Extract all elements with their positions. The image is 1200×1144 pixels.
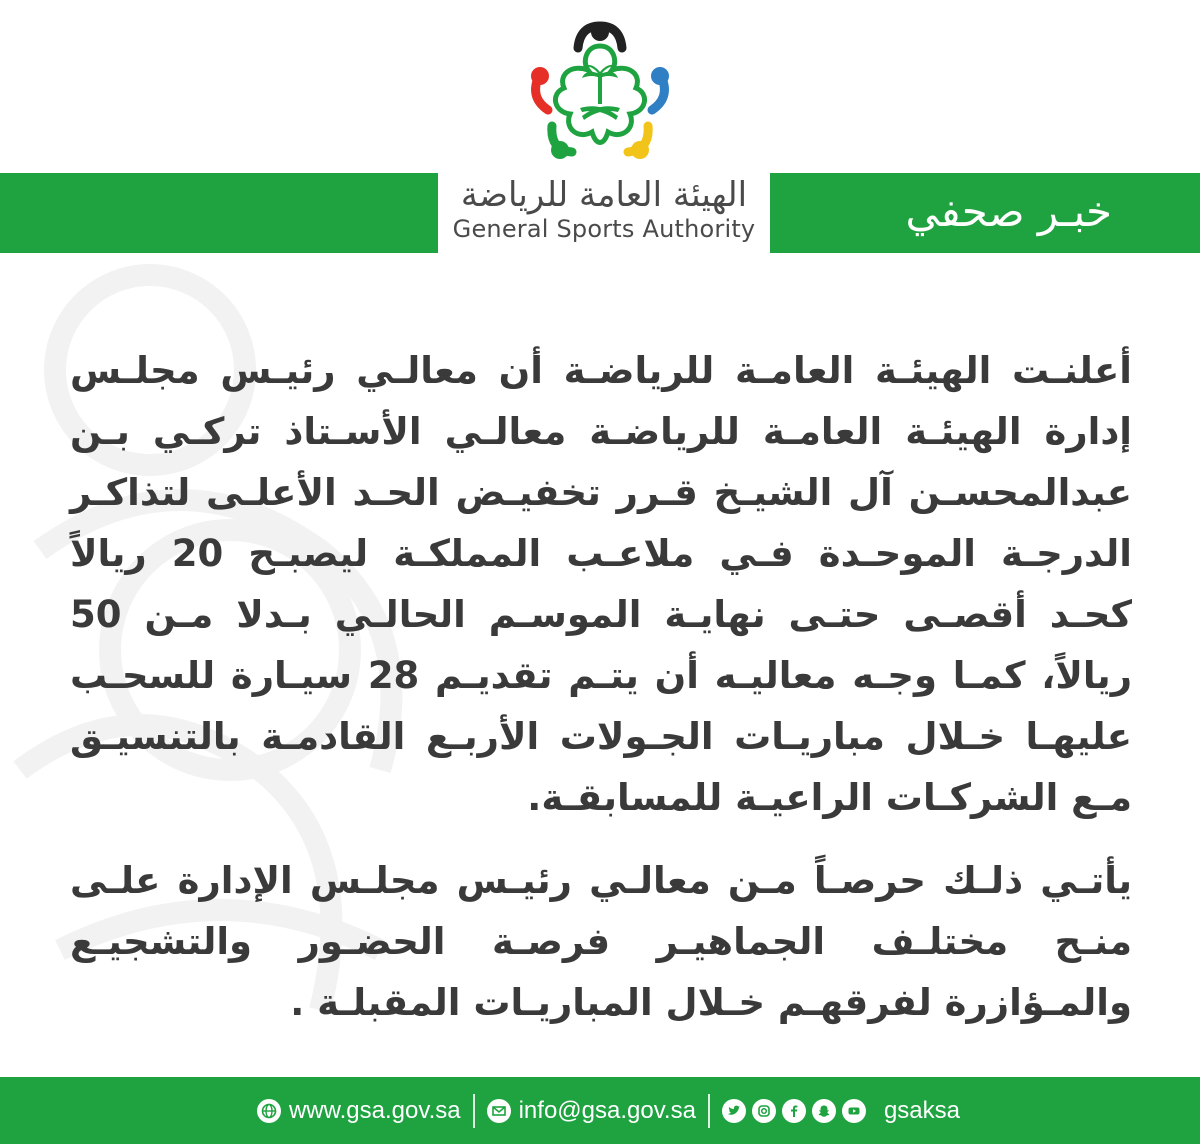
footer-divider [708,1094,710,1128]
social-icons [722,1099,866,1123]
globe-icon [257,1099,281,1123]
footer-divider [473,1094,475,1128]
website-link[interactable] [257,1097,461,1125]
instagram-icon[interactable] [752,1099,776,1123]
email-text: info@gsa.gov.sa [518,1096,696,1124]
org-name-box [438,165,770,253]
youtube-icon[interactable] [842,1099,866,1123]
website-text: www.gsa.gov.sa [288,1096,461,1124]
article-paragraph-1: أعلنـت الهيئـة العامـة للرياضـة أن معالـي رئيـس مجلـس إدارة الهيئـة العامـة للرياضـة معالـي الأسـتاذ تركـي بـن عبدالمحسـن آل الشيـخ قـرر تخفيـض الحـد الأعلـى لتذاكـر الدرجـة الموحـدة فـي ملاعـب المملكـة ليصبـح 20 ريالاً كحـد أقصـى حتـى نهايـة الموسـم الحالـي بـدلا مـن 50 ريالاً، كمـا وجـه معاليـه أن يتـم تقديـم 28 سيـارة للسحـب عليهـا خـلال مباريـات الجـولات الأربـع القادمـة بالتنسيـق مـع الشركـات الراعيـة للمسابقـة. [70,349,1133,819]
footer-contacts [257,1094,960,1128]
email-link[interactable] [487,1097,696,1125]
gsa-logo [520,18,680,168]
section-title: خبـر صحفي [905,187,1112,236]
snapchat-icon[interactable] [812,1099,836,1123]
envelope-icon [487,1099,511,1123]
article-body [70,340,1132,1055]
social-handle: gsaksa [883,1096,960,1124]
social-links [722,1097,960,1125]
facebook-icon[interactable] [782,1099,806,1123]
org-name-arabic: الهيئة العامة للرياضة [460,175,748,215]
footer [0,1077,1200,1144]
twitter-icon[interactable] [722,1099,746,1123]
gsa-flower-logo-icon [520,18,680,168]
article-paragraph-2: يأتـي ذلـك حرصـاً مـن معالـي رئيـس مجلـس الإدارة علـى منـح مختلـف الجماهيـر فرصـة الحضـور والتشجيـع والمـؤازرة لفرقهـم خـلال المباريـات المقبلـة . [70,859,1132,1024]
org-name-english: General Sports Authority [452,215,756,243]
